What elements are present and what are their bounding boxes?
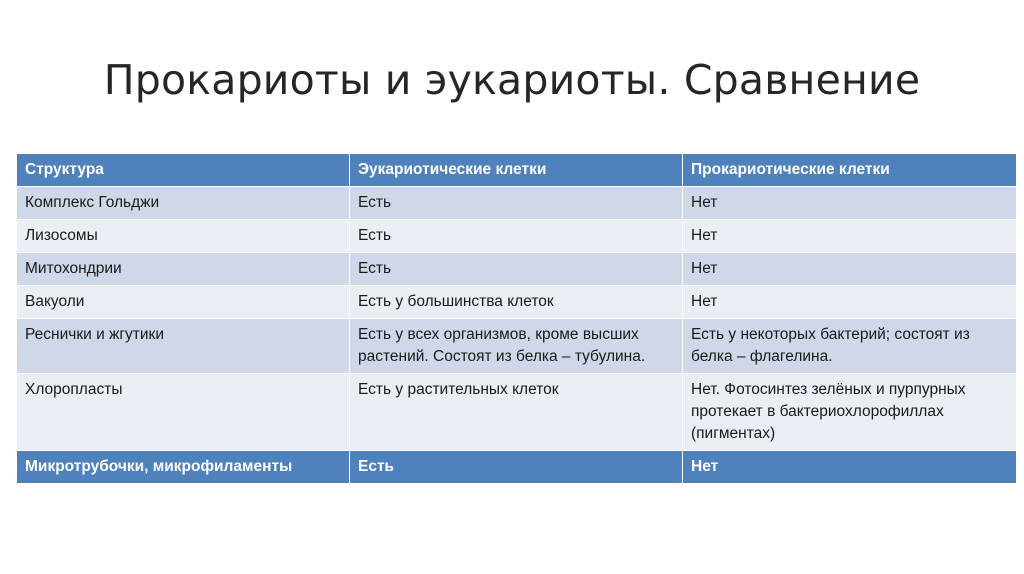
- cell-structure: Митохондрии: [17, 253, 350, 286]
- header-eukaryotic: Эукариотические клетки: [350, 154, 683, 187]
- table-row: [17, 319, 1017, 374]
- cell-eukaryotic: Есть у большинства клеток: [350, 286, 683, 319]
- cell-structure: Лизосомы: [17, 220, 350, 253]
- cell-eukaryotic: Есть: [350, 253, 683, 286]
- cell-eukaryotic: Есть у растительных клеток: [350, 374, 683, 451]
- cell-eukaryotic: Есть: [350, 451, 683, 484]
- cell-prokaryotic: Нет: [683, 187, 1017, 220]
- cell-structure: Комплекс Гольджи: [17, 187, 350, 220]
- cell-prokaryotic: Нет: [683, 253, 1017, 286]
- cell-prokaryotic: Нет: [683, 451, 1017, 484]
- cell-eukaryotic: Есть: [350, 220, 683, 253]
- cell-prokaryotic: Нет: [683, 220, 1017, 253]
- table-header-row: [17, 154, 1017, 187]
- table-row: [17, 286, 1017, 319]
- comparison-table: [16, 153, 1017, 484]
- cell-structure: Вакуоли: [17, 286, 350, 319]
- cell-eukaryotic: Есть: [350, 187, 683, 220]
- header-prokaryotic: Прокариотические клетки: [683, 154, 1017, 187]
- slide-title: Прокариоты и эукариоты. Сравнение: [103, 56, 921, 104]
- cell-prokaryotic: Нет. Фотосинтез зелёных и пурпурных протекает в бактериохлорофиллах (пигментах): [683, 374, 1017, 451]
- table-row: [17, 187, 1017, 220]
- cell-eukaryotic: Есть у всех организмов, кроме высших растений. Состоят из белка – тубулина.: [350, 319, 683, 374]
- table-total-row: [17, 451, 1017, 484]
- cell-structure: Хлоропласты: [17, 374, 350, 451]
- table-row: [17, 253, 1017, 286]
- table-row: [17, 374, 1017, 451]
- cell-structure: Микротрубочки, микрофиламенты: [17, 451, 350, 484]
- cell-prokaryotic: Есть у некоторых бактерий; состоят из белка – флагелина.: [683, 319, 1017, 374]
- table-row: [17, 220, 1017, 253]
- cell-structure: Реснички и жгутики: [17, 319, 350, 374]
- cell-prokaryotic: Нет: [683, 286, 1017, 319]
- header-structure: Структура: [17, 154, 350, 187]
